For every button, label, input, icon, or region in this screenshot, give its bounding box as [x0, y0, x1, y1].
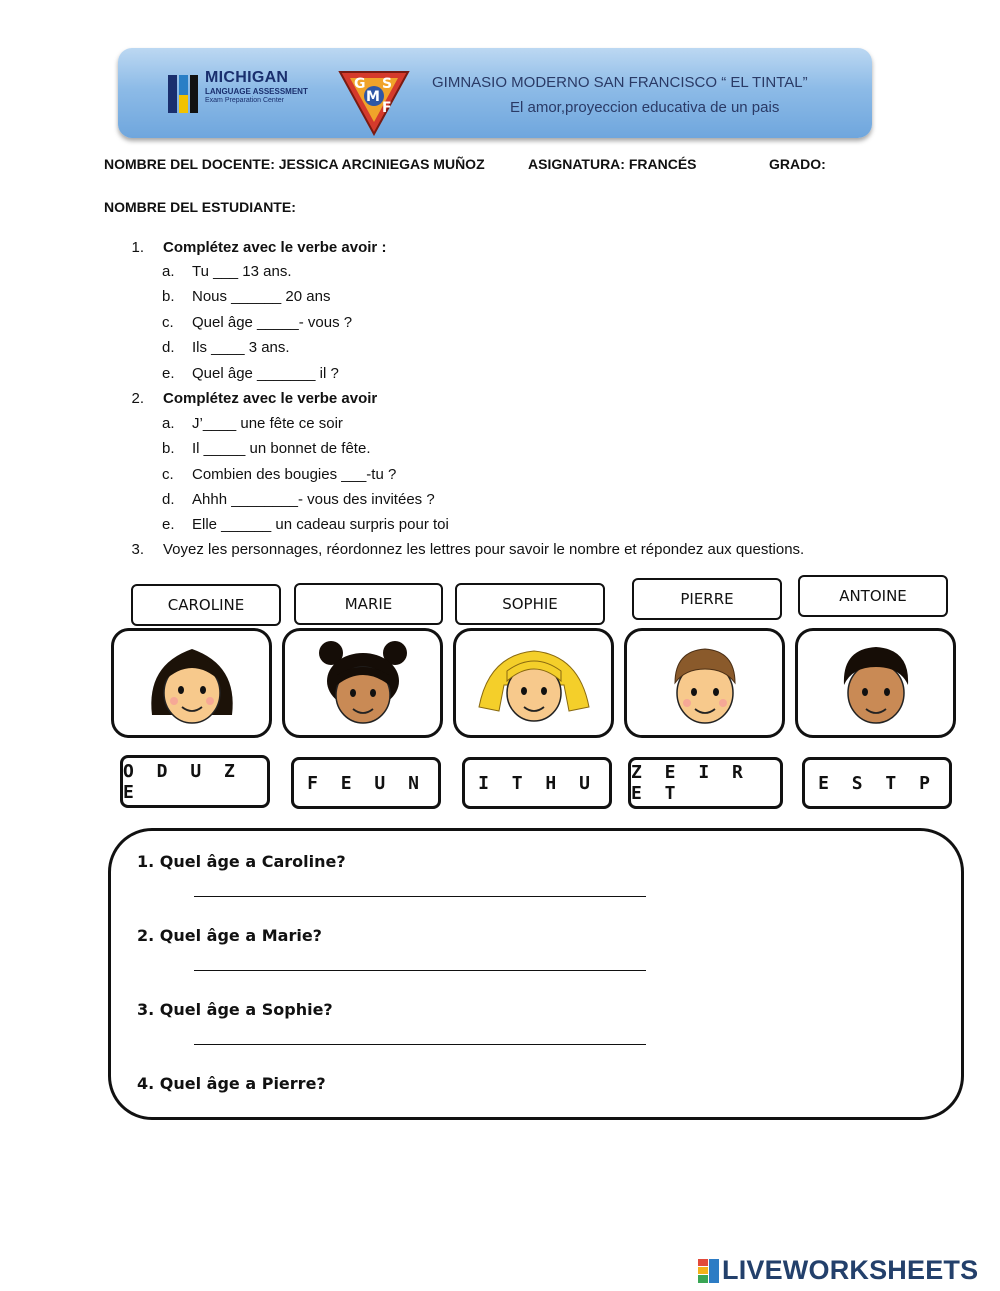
character-name-marie: MARIE — [294, 583, 443, 625]
character-picture-sophie — [453, 628, 614, 738]
exercise-number: 3. — [131, 541, 144, 558]
list-item[interactable]: Nous ______ 20 ans — [192, 288, 331, 305]
list-item[interactable]: Elle ______ un cadeau surpris pour toi — [192, 516, 449, 533]
exercise-title: Complétez avec le verbe avoir : — [163, 239, 387, 256]
answer-line-1[interactable] — [194, 896, 646, 897]
list-item-letter: b. — [162, 288, 175, 305]
boy-face-icon — [645, 635, 765, 731]
list-item[interactable]: Ahhh ________- vous des invitées ? — [192, 491, 435, 508]
character-picture-pierre — [624, 628, 785, 738]
character-name-antoine: ANTOINE — [798, 575, 948, 617]
list-item-letter: b. — [162, 440, 175, 457]
list-item-letter: d. — [162, 491, 175, 508]
teacher-name: NOMBRE DEL DOCENTE: JESSICA ARCINIEGAS MUÑOZ — [104, 156, 485, 172]
list-item-letter: c. — [162, 314, 174, 331]
subject: ASIGNATURA: FRANCÉS — [528, 156, 697, 172]
michigan-title: MICHIGAN — [205, 69, 289, 86]
list-item[interactable]: Quel âge _______ il ? — [192, 365, 339, 382]
list-item[interactable]: Combien des bougies ___-tu ? — [192, 466, 397, 483]
liveworksheets-logo-icon — [698, 1259, 720, 1283]
list-item-letter: d. — [162, 339, 175, 356]
seal-letter: M — [366, 89, 380, 105]
list-item[interactable]: Ils ____ 3 ans. — [192, 339, 290, 356]
scrambled-letters-caroline: O D U Z E — [120, 755, 270, 808]
question-1: 1. Quel âge a Caroline? — [137, 852, 346, 871]
exercise-title: Voyez les personnages, réordonnez les lettres pour savoir le nombre et répondez aux questions. — [163, 541, 805, 558]
character-name-caroline: CAROLINE — [131, 584, 281, 626]
scrambled-letters-antoine: E S T P — [802, 757, 952, 809]
character-picture-caroline — [111, 628, 272, 738]
school-motto: El amor,proyeccion educativa de un pais — [510, 99, 780, 116]
school-seal-icon — [338, 66, 410, 136]
list-item-letter: a. — [162, 263, 175, 280]
list-item[interactable]: J’____ une fête ce soir — [192, 415, 343, 432]
character-name-sophie: SOPHIE — [455, 583, 605, 625]
list-item-letter: e. — [162, 516, 175, 533]
exercise-number: 1. — [131, 239, 144, 256]
character-picture-antoine — [795, 628, 956, 738]
character-name-pierre: PIERRE — [632, 578, 782, 620]
school-name: GIMNASIO MODERNO SAN FRANCISCO “ EL TINTAL” — [432, 74, 808, 91]
boy-face-icon — [816, 635, 936, 731]
grade-field[interactable]: GRADO: — [769, 156, 826, 172]
student-name-field[interactable]: NOMBRE DEL ESTUDIANTE: — [104, 199, 296, 215]
list-item[interactable]: Quel âge _____- vous ? — [192, 314, 353, 331]
michigan-logo-icon — [168, 75, 198, 113]
exercise-title: Complétez avec le verbe avoir — [163, 390, 378, 407]
list-item-letter: a. — [162, 415, 175, 432]
question-3: 3. Quel âge a Sophie? — [137, 1000, 333, 1019]
seal-letter: G — [354, 76, 366, 92]
scrambled-letters-marie: F E U N — [291, 757, 441, 809]
seal-letter: F — [382, 100, 392, 116]
list-item-letter: c. — [162, 466, 174, 483]
liveworksheets-brand[interactable]: LIVEWORKSHEETS — [722, 1255, 979, 1285]
question-4: 4. Quel âge a Pierre? — [137, 1074, 326, 1093]
answer-line-3[interactable] — [194, 1044, 646, 1045]
scrambled-letters-pierre: Z E I R E T — [628, 757, 783, 809]
seal-letter: S — [382, 76, 393, 92]
michigan-subtitle: LANGUAGE ASSESSMENT — [205, 87, 308, 96]
michigan-subtitle-2: Exam Preparation Center — [205, 97, 284, 104]
scrambled-letters-sophie: I T H U — [462, 757, 612, 809]
answer-line-2[interactable] — [194, 970, 646, 971]
list-item[interactable]: Il _____ un bonnet de fête. — [192, 440, 371, 457]
girl-face-icon — [469, 635, 599, 731]
question-2: 2. Quel âge a Marie? — [137, 926, 322, 945]
girl-face-icon — [303, 635, 423, 731]
girl-face-icon — [132, 635, 252, 731]
list-item[interactable]: Tu ___ 13 ans. — [192, 263, 292, 280]
character-picture-marie — [282, 628, 443, 738]
exercise-number: 2. — [131, 390, 144, 407]
list-item-letter: e. — [162, 365, 175, 382]
